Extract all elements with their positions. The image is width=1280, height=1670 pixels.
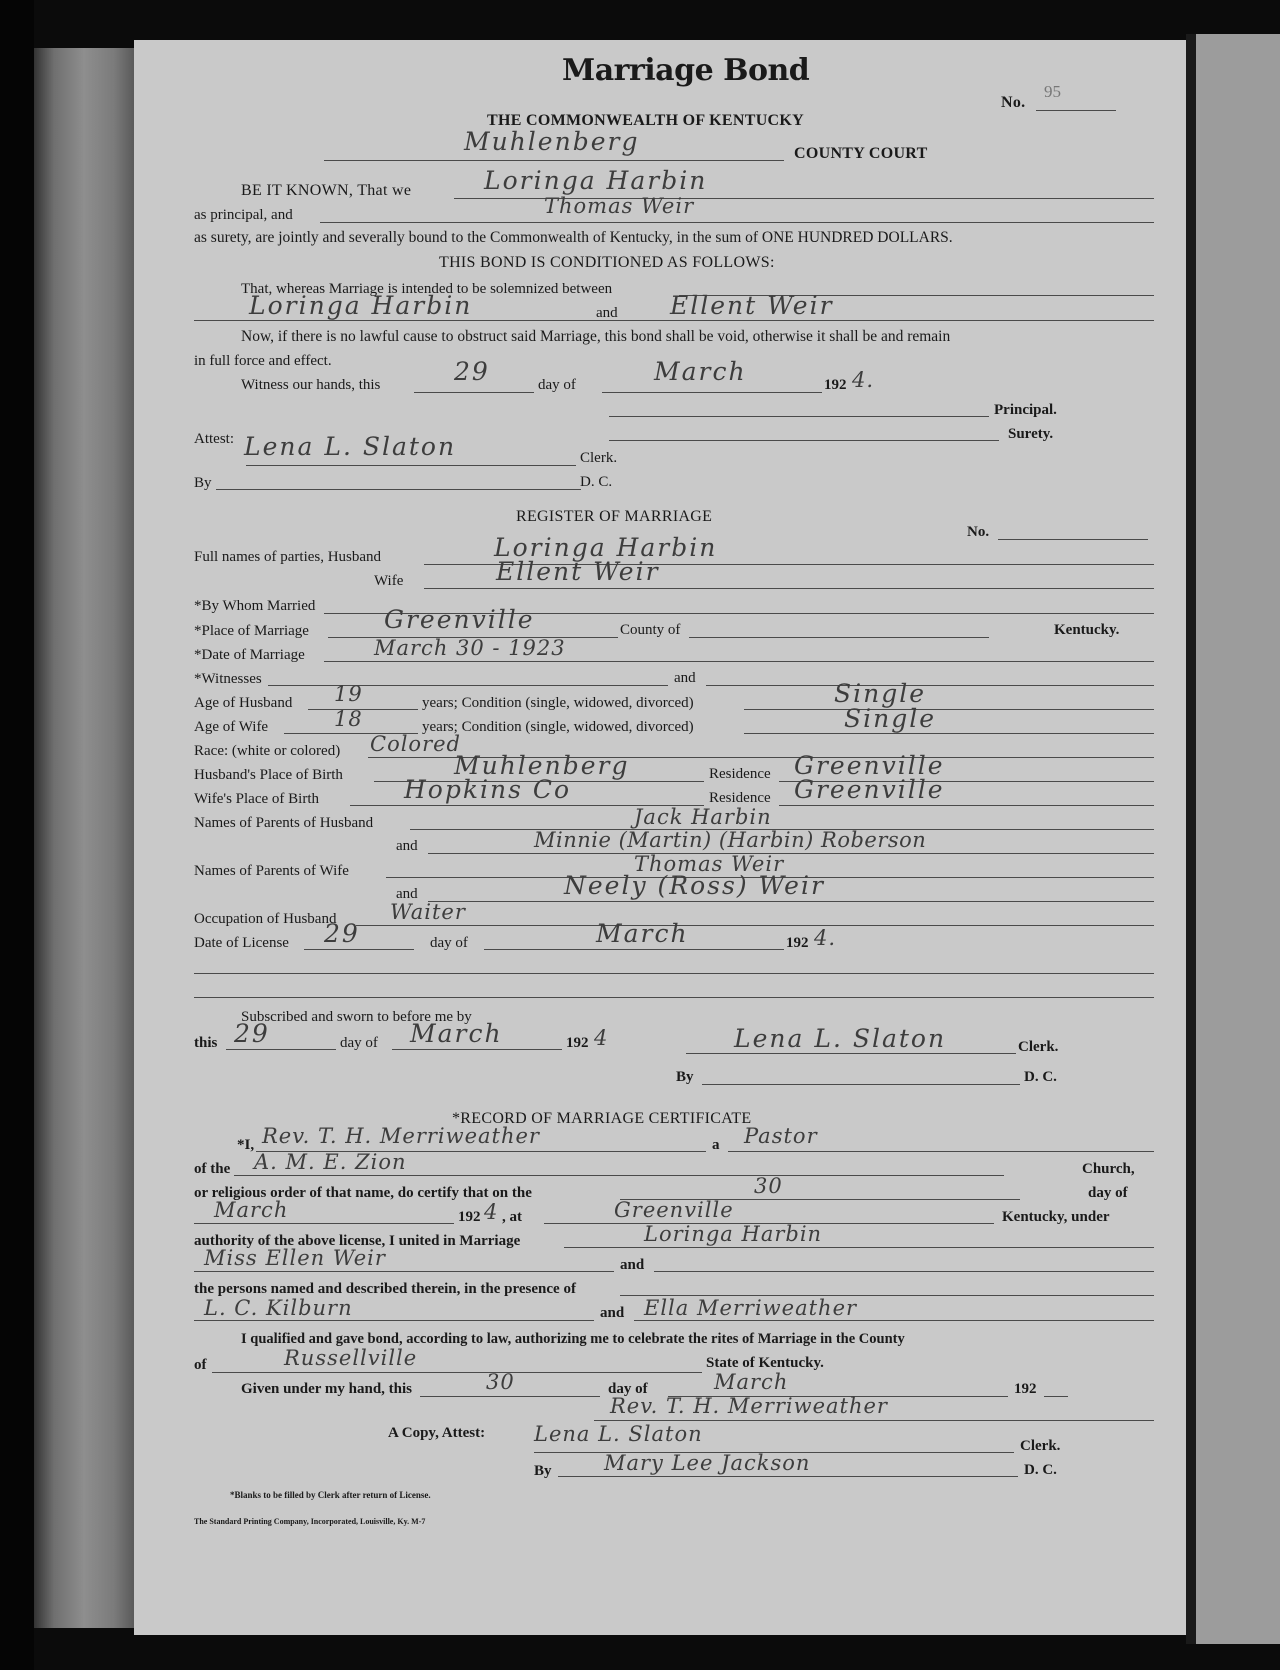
county-name: Muhlenberg bbox=[464, 127, 640, 156]
register-dc-label: D. C. bbox=[1024, 1069, 1057, 1085]
form-number-value: 95 bbox=[1044, 82, 1061, 101]
husband-birthplace: Muhlenberg bbox=[454, 751, 630, 780]
register-wife: Ellent Weir bbox=[496, 557, 660, 586]
sworn-day: 29 bbox=[234, 1019, 270, 1048]
date-label: *Date of Marriage bbox=[194, 647, 305, 663]
certificate-day-of: day of bbox=[1088, 1185, 1128, 1201]
certificate-at: , at bbox=[502, 1209, 522, 1225]
date-of-marriage: March 30 - 1923 bbox=[374, 636, 566, 660]
register-by-line bbox=[702, 1084, 1020, 1085]
county-of-line bbox=[689, 637, 989, 638]
date-line bbox=[324, 661, 1154, 662]
form-title: Marriage Bond bbox=[562, 53, 810, 88]
certificate-and-line bbox=[654, 1271, 1154, 1272]
full-force-text: in full force and effect. bbox=[194, 353, 332, 369]
register-wife-label: Wife bbox=[374, 573, 404, 589]
age-husband-line bbox=[308, 709, 418, 710]
given-day-of: day of bbox=[608, 1381, 648, 1397]
wife-residence: Greenville bbox=[794, 775, 945, 804]
witness1-line bbox=[268, 685, 668, 686]
husband-residence: Greenville bbox=[794, 751, 945, 780]
dc-signature-line bbox=[558, 1476, 1018, 1477]
given-month: March bbox=[714, 1370, 789, 1394]
subscribed-text: Subscribed and sworn to before me by bbox=[241, 1009, 472, 1025]
register-wife-line bbox=[424, 588, 1154, 589]
parents-wife-label: Names of Parents of Wife bbox=[194, 863, 349, 879]
husband-parents-and: and bbox=[396, 838, 418, 854]
husband-birth-label: Husband's Place of Birth bbox=[194, 767, 343, 783]
register-kentucky: Kentucky. bbox=[1054, 622, 1120, 638]
given-day-line bbox=[420, 1396, 600, 1397]
blanks-note: *Blanks to be filled by Clerk after return of License. bbox=[230, 1490, 431, 1500]
bond-day-line bbox=[414, 392, 534, 393]
surety-signature-line bbox=[609, 440, 999, 441]
bond-dc-label: D. C. bbox=[580, 474, 613, 490]
bond-by-label: By bbox=[194, 475, 212, 491]
witnesses-and: and bbox=[674, 670, 696, 686]
form-number-line bbox=[1036, 110, 1116, 111]
certificate-kentucky-under: Kentucky, under bbox=[1002, 1209, 1110, 1225]
witness-1-line bbox=[194, 1320, 594, 1321]
commonwealth-heading: THE COMMONWEALTH OF KENTUCKY bbox=[487, 112, 805, 129]
wife-mother: Neely (Ross) Weir bbox=[564, 871, 825, 900]
license-year: 4. bbox=[814, 926, 837, 950]
sworn-day-line bbox=[226, 1049, 336, 1050]
certificate-witness-1: L. C. Kilburn bbox=[204, 1296, 353, 1320]
bond-day-of: day of bbox=[538, 377, 576, 393]
wife-mother-line bbox=[428, 901, 1154, 902]
given-year-line bbox=[1044, 1396, 1068, 1397]
license-month: March bbox=[596, 919, 689, 948]
adjacent-page bbox=[1196, 34, 1280, 1644]
wife-birth-label: Wife's Place of Birth bbox=[194, 791, 319, 807]
certificate-i: *I, bbox=[237, 1137, 255, 1153]
attest-clerk-signature: Lena L. Slaton bbox=[244, 432, 457, 461]
age-husband-label: Age of Husband bbox=[194, 695, 293, 711]
witness-hands-label: Witness our hands, this bbox=[241, 377, 381, 393]
husband-residence-label: Residence bbox=[709, 766, 771, 782]
church-name: A. M. E. Zion bbox=[254, 1150, 407, 1174]
subscribed-this: this bbox=[194, 1035, 218, 1051]
bond-day: 29 bbox=[454, 357, 490, 386]
bond-by-line bbox=[216, 489, 581, 490]
officiant-title: Pastor bbox=[744, 1124, 818, 1148]
certificate-of-label: of bbox=[194, 1357, 207, 1373]
officiant-signature: Rev. T. H. Merriweather bbox=[610, 1394, 888, 1418]
bond-party-2: Ellent Weir bbox=[670, 291, 834, 320]
wife-condition-line bbox=[744, 733, 1154, 734]
now-if-text: Now, if there is no lawful cause to obstruct said Marriage, this bond shall be void, otherwise it shall be and remain bbox=[241, 328, 951, 345]
register-husband: Loringa Harbin bbox=[494, 533, 718, 562]
certificate-clerk-label: Clerk. bbox=[1020, 1438, 1061, 1454]
witness2-line bbox=[706, 685, 1154, 686]
husband-condition-line bbox=[744, 709, 1154, 710]
license-day-line bbox=[304, 949, 414, 950]
officiant-title-line bbox=[728, 1151, 1154, 1152]
parents-husband-label: Names of Parents of Husband bbox=[194, 815, 374, 831]
sworn-month-line bbox=[392, 1049, 562, 1050]
place-of-marriage: Greenville bbox=[384, 605, 535, 634]
age-husband: 19 bbox=[334, 682, 363, 706]
copy-attest-label: A Copy, Attest: bbox=[388, 1425, 486, 1441]
wife-residence-label: Residence bbox=[709, 790, 771, 806]
attest-signature: Lena L. Slaton bbox=[534, 1422, 703, 1446]
register-clerk-signature: Lena L. Slaton bbox=[734, 1024, 947, 1053]
certificate-groom-line bbox=[564, 1247, 1154, 1248]
age-wife-label: Age of Wife bbox=[194, 719, 269, 735]
sworn-year-prefix: 192 bbox=[566, 1035, 589, 1051]
license-day: 29 bbox=[324, 919, 360, 948]
sworn-month: March bbox=[410, 1019, 503, 1048]
sworn-day-of: day of bbox=[340, 1035, 378, 1051]
certificate-groom: Loringa Harbin bbox=[644, 1222, 823, 1246]
witnesses-and-label: and bbox=[600, 1305, 625, 1321]
marriage-bond-page bbox=[134, 40, 1186, 1635]
occupation-line bbox=[356, 925, 1154, 926]
persons-named-text: the persons named and described therein, in the presence of bbox=[194, 1281, 576, 1297]
of-the-label: of the bbox=[194, 1161, 231, 1177]
printer-imprint: The Standard Printing Company, Incorporated, Louisville, Ky. M-7 bbox=[194, 1517, 426, 1526]
wife-birthplace: Hopkins Co bbox=[404, 775, 572, 804]
husband-father: Jack Harbin bbox=[634, 805, 772, 829]
husband-condition: Single bbox=[834, 679, 927, 708]
bond-year: 4. bbox=[852, 368, 875, 392]
officiant-name: Rev. T. H. Merriweather bbox=[262, 1124, 540, 1148]
register-no-label: No. bbox=[967, 524, 990, 540]
given-day: 30 bbox=[486, 1370, 515, 1394]
license-day-of: day of bbox=[430, 935, 468, 951]
wife-condition-label: years; Condition (single, widowed, divorced) bbox=[422, 719, 694, 735]
certificate-year-prefix: 192 bbox=[458, 1209, 481, 1225]
principal-label: Principal. bbox=[994, 402, 1057, 418]
age-wife: 18 bbox=[334, 707, 363, 731]
place-label: *Place of Marriage bbox=[194, 623, 309, 639]
license-label: Date of License bbox=[194, 935, 289, 951]
wife-condition: Single bbox=[844, 704, 937, 733]
as-principal-label: as principal, and bbox=[194, 207, 293, 223]
husband-condition-label: years; Condition (single, widowed, divorced) bbox=[422, 695, 694, 711]
certificate-place: Greenville bbox=[614, 1198, 734, 1222]
witness-2-line bbox=[634, 1320, 1154, 1321]
film-gutter bbox=[0, 0, 34, 1670]
wife-parents-and: and bbox=[396, 886, 418, 902]
license-year-prefix: 192 bbox=[786, 935, 809, 951]
bond-party-1: Loringa Harbin bbox=[249, 291, 473, 320]
surety-name: Thomas Weir bbox=[544, 194, 695, 218]
bond-month-line bbox=[602, 392, 822, 393]
certificate-by-label: By bbox=[534, 1463, 552, 1479]
attest-label: Attest: bbox=[194, 431, 234, 447]
certificate-day: 30 bbox=[754, 1174, 783, 1198]
certificate-and: and bbox=[620, 1257, 645, 1273]
certificate-witness-2: Ella Merriweather bbox=[644, 1296, 858, 1320]
certificate-month: March bbox=[214, 1198, 289, 1222]
given-text: Given under my hand, this bbox=[241, 1381, 413, 1397]
sworn-year: 4 bbox=[594, 1026, 609, 1050]
parties-line bbox=[194, 320, 1154, 321]
surety-label: Surety. bbox=[1008, 426, 1054, 442]
form-number-label: No. bbox=[1001, 94, 1026, 111]
principal-name: Loringa Harbin bbox=[484, 166, 708, 195]
bond-and-label: and bbox=[596, 305, 618, 321]
license-month-line bbox=[484, 949, 784, 950]
certificate-dc-label: D. C. bbox=[1024, 1462, 1057, 1478]
principal-signature-line bbox=[609, 416, 989, 417]
occupation-label: Occupation of Husband bbox=[194, 911, 337, 927]
qualified-text: I qualified and gave bond, according to law, authorizing me to celebrate the rites of Marriage in the County bbox=[241, 1331, 905, 1347]
register-heading: REGISTER OF MARRIAGE bbox=[516, 508, 713, 525]
certificate-a: a bbox=[712, 1137, 720, 1153]
conditioned-heading: THIS BOND IS CONDITIONED AS FOLLOWS: bbox=[439, 254, 775, 271]
full-names-label: Full names of parties, Husband bbox=[194, 549, 382, 565]
surety-terms: as surety, are jointly and severally bound to the Commonwealth of Kentucky, in the sum of ONE HUNDRED DOLLARS. bbox=[194, 229, 953, 246]
county-of-label: County of bbox=[620, 622, 681, 638]
wife-father: Thomas Weir bbox=[634, 852, 785, 876]
church-line bbox=[234, 1175, 1004, 1176]
state-label: State of Kentucky. bbox=[706, 1355, 824, 1371]
blank-line-1 bbox=[194, 973, 1154, 974]
bond-month: March bbox=[654, 357, 747, 386]
given-year: 192 bbox=[1014, 1381, 1037, 1397]
surety-line bbox=[320, 222, 1154, 223]
race-value: Colored bbox=[370, 732, 461, 756]
witnesses-label: *Witnesses bbox=[194, 671, 262, 687]
register-clerk-line bbox=[686, 1053, 1016, 1054]
county-line bbox=[324, 160, 784, 161]
blank-line-2 bbox=[194, 997, 1154, 998]
husband-occupation: Waiter bbox=[390, 900, 466, 924]
religious-order-text: or religious order of that name, do certify that on the bbox=[194, 1185, 532, 1201]
register-clerk-label: Clerk. bbox=[1018, 1039, 1059, 1055]
be-it-known-label: BE IT KNOWN, That we bbox=[241, 182, 412, 199]
dc-signature: Mary Lee Jackson bbox=[604, 1451, 811, 1475]
husband-mother: Minnie (Martin) (Harbin) Roberson bbox=[534, 828, 927, 852]
register-no-line bbox=[998, 539, 1148, 540]
county-court-label: COUNTY COURT bbox=[794, 145, 928, 162]
certificate-bride: Miss Ellen Weir bbox=[204, 1246, 386, 1270]
bond-year-prefix: 192 bbox=[824, 377, 847, 393]
certificate-month-line bbox=[194, 1223, 454, 1224]
certificate-heading: *RECORD OF MARRIAGE CERTIFICATE bbox=[452, 1110, 752, 1127]
certificate-county: Russellville bbox=[284, 1346, 418, 1370]
husband-mother-line bbox=[428, 853, 1154, 854]
by-whom-label: *By Whom Married bbox=[194, 598, 316, 614]
bond-clerk-label: Clerk. bbox=[580, 450, 618, 466]
certificate-year: 4 bbox=[484, 1200, 499, 1224]
church-label: Church, bbox=[1082, 1161, 1135, 1177]
certificate-county-line bbox=[212, 1372, 702, 1373]
attest-line bbox=[246, 465, 576, 466]
race-label: Race: (white or colored) bbox=[194, 743, 341, 759]
ledger-binding bbox=[34, 48, 134, 1628]
certificate-bride-line bbox=[194, 1271, 614, 1272]
page-spine bbox=[1186, 34, 1196, 1644]
wife-residence-line bbox=[779, 805, 1154, 806]
register-by-label: By bbox=[676, 1069, 694, 1085]
whereas-text: That, whereas Marriage is intended to be solemnized between bbox=[241, 281, 613, 297]
authority-text: authority of the above license, I united in Marriage bbox=[194, 1233, 521, 1249]
